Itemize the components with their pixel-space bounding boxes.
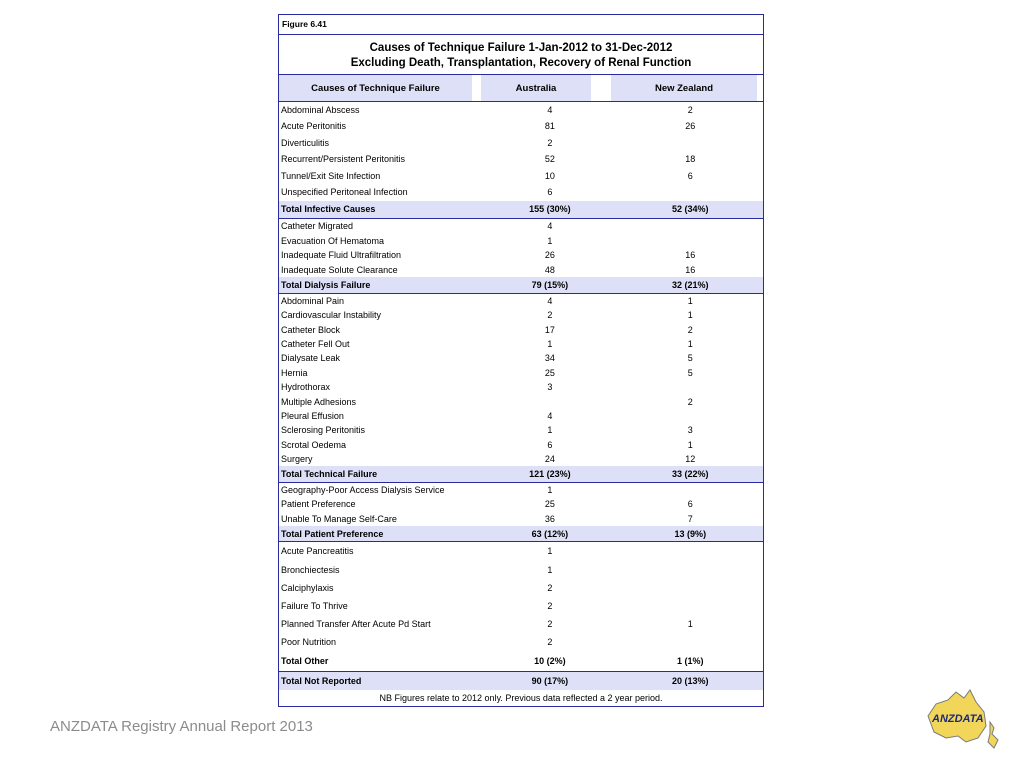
cause-cell: Failure To Thrive: [281, 600, 348, 611]
new-zealand-cell: 6: [687, 170, 693, 181]
cause-cell: Diverticulitis: [281, 137, 330, 148]
australia-cell: 1: [547, 484, 553, 495]
new-zealand-cell: 1: [687, 619, 693, 630]
new-zealand-total: 1 (1%): [677, 655, 704, 666]
table-row: [279, 597, 763, 615]
table-row: [279, 308, 763, 322]
new-zealand-cell: 2: [687, 396, 693, 407]
title-line-2: Excluding Death, Transplantation, Recovery of Renal Function: [350, 56, 692, 69]
australia-total: 155 (30%): [529, 204, 571, 215]
australia-cell: 17: [544, 324, 555, 335]
table-section: [279, 672, 763, 690]
table-section: [279, 542, 763, 671]
header-new-zealand: New Zealand: [611, 75, 757, 100]
australia-cell: 25: [544, 499, 555, 510]
australia-cell: 52: [544, 154, 555, 165]
australia-cell: 24: [544, 454, 555, 465]
table-section: [279, 483, 763, 543]
australia-total: 121 (23%): [529, 468, 571, 479]
table-row: [279, 438, 763, 452]
table-row: [279, 263, 763, 278]
australia-cell: 4: [547, 221, 553, 232]
australia-cell: 36: [544, 513, 555, 524]
new-zealand-shape: [988, 722, 998, 748]
australia-cell: 81: [544, 121, 555, 132]
cause-cell: Poor Nutrition: [281, 637, 337, 648]
table-row: [279, 511, 763, 525]
cause-cell: Inadequate Solute Clearance: [281, 264, 398, 275]
table-row: [279, 633, 763, 651]
new-zealand-cell: 16: [685, 250, 696, 261]
australia-cell: 6: [547, 187, 553, 198]
table-row: [279, 135, 763, 152]
cause-cell: Unable To Manage Self-Care: [281, 513, 397, 524]
cause-cell: Dialysate Leak: [281, 353, 341, 364]
total-label: Total Dialysis Failure: [281, 279, 371, 290]
table-row: [279, 497, 763, 511]
australia-cell: 10: [544, 170, 555, 181]
table-row: [279, 579, 763, 597]
table-row: [279, 423, 763, 437]
australia-cell: 4: [547, 410, 553, 421]
table-row: [279, 542, 763, 560]
australia-total: 79 (15%): [531, 279, 569, 290]
total-label: Total Other: [281, 655, 329, 666]
table-row: [279, 234, 763, 249]
cause-cell: Catheter Migrated: [281, 221, 354, 232]
table-row: [279, 102, 763, 119]
figure-table: [278, 14, 764, 707]
table-row: [279, 380, 763, 394]
table-row: [279, 151, 763, 168]
total-row: [279, 466, 763, 481]
new-zealand-cell: 1: [687, 295, 693, 306]
new-zealand-cell: 1: [687, 338, 693, 349]
australia-cell: 34: [544, 353, 555, 364]
australia-cell: 3: [547, 382, 553, 393]
cause-cell: Multiple Adhesions: [281, 396, 357, 407]
new-zealand-cell: 16: [685, 264, 696, 275]
new-zealand-cell: 1: [687, 439, 693, 450]
australia-cell: 48: [544, 264, 555, 275]
table-section: [279, 219, 763, 294]
new-zealand-cell: 18: [685, 154, 696, 165]
total-row: [279, 201, 763, 219]
table-row: [279, 337, 763, 351]
new-zealand-cell: 12: [685, 454, 696, 465]
new-zealand-cell: 7: [687, 513, 693, 524]
table-row: [279, 322, 763, 336]
new-zealand-total: 13 (9%): [674, 528, 707, 539]
australia-cell: 26: [544, 250, 555, 261]
total-label: Total Technical Failure: [281, 468, 378, 479]
table-row: [279, 118, 763, 135]
cause-cell: Bronchiectesis: [281, 564, 340, 575]
table-body: [279, 102, 763, 690]
title-line-1: Causes of Technique Failure 1-Jan-2012 to 31-Dec-2012: [369, 41, 673, 54]
total-label: Total Patient Preference: [281, 528, 384, 539]
cause-cell: Hernia: [281, 367, 308, 378]
cause-cell: Calciphylaxis: [281, 582, 334, 593]
australia-cell: 6: [547, 439, 553, 450]
cause-cell: Abdominal Pain: [281, 295, 345, 306]
new-zealand-cell: 3: [687, 425, 693, 436]
new-zealand-cell: 2: [687, 324, 693, 335]
cause-cell: Pleural Effusion: [281, 410, 344, 421]
figure-label: Figure 6.41: [279, 15, 763, 35]
cause-cell: Tunnel/Exit Site Infection: [281, 170, 381, 181]
australia-cell: 2: [547, 637, 553, 648]
table-row: [279, 351, 763, 365]
australia-total: 10 (2%): [534, 655, 566, 666]
australia-cell: 1: [547, 235, 553, 246]
table-section: [279, 102, 763, 220]
table-row: [279, 168, 763, 185]
cause-cell: Surgery: [281, 454, 313, 465]
cause-cell: Cardiovascular Instability: [281, 310, 382, 321]
australia-total: 63 (12%): [531, 528, 569, 539]
cause-cell: Sclerosing Peritonitis: [281, 425, 366, 436]
australia-cell: 1: [547, 546, 553, 557]
australia-cell: 2: [547, 600, 553, 611]
australia-cell: 2: [547, 582, 553, 593]
table-row: [279, 366, 763, 380]
new-zealand-total: 20 (13%): [672, 675, 709, 686]
australia-cell: 1: [547, 564, 553, 575]
table-row: [279, 219, 763, 234]
total-label: Total Not Reported: [281, 675, 362, 686]
total-row: [279, 651, 763, 670]
header-cause: Causes of Technique Failure: [279, 75, 472, 100]
new-zealand-total: 32 (21%): [672, 279, 709, 290]
cause-cell: Acute Pancreatitis: [281, 546, 354, 557]
new-zealand-total: 33 (22%): [672, 468, 709, 479]
cause-cell: Abdominal Abscess: [281, 104, 360, 115]
australia-cell: 2: [547, 619, 553, 630]
total-row: [279, 526, 763, 541]
total-label: Total Infective Causes: [281, 204, 376, 215]
table-row: [279, 483, 763, 497]
anzdata-logo: [918, 682, 1004, 754]
cause-cell: Planned Transfer After Acute Pd Start: [281, 619, 431, 630]
cause-cell: Recurrent/Persistent Peritonitis: [281, 154, 406, 165]
australia-cell: 4: [547, 295, 553, 306]
table-row: [279, 615, 763, 633]
table-row: [279, 452, 763, 466]
total-row: [279, 672, 763, 690]
table-row: [279, 248, 763, 263]
footer-text: ANZDATA Registry Annual Report 2013: [50, 718, 313, 735]
cause-cell: Acute Peritonitis: [281, 121, 347, 132]
cause-cell: Geography-Poor Access Dialysis Service: [281, 484, 445, 495]
table-section: [279, 294, 763, 483]
cause-cell: Scrotal Oedema: [281, 439, 347, 450]
australia-cell: 1: [547, 425, 553, 436]
australia-cell: 2: [547, 137, 553, 148]
header-australia: Australia: [481, 75, 591, 100]
table-header: [279, 75, 763, 101]
new-zealand-cell: 5: [687, 367, 693, 378]
cause-cell: Unspecified Peritoneal Infection: [281, 187, 408, 198]
new-zealand-cell: 1: [687, 310, 693, 321]
new-zealand-cell: 26: [685, 121, 696, 132]
table-note: NB Figures relate to 2012 only. Previous data reflected a 2 year period.: [379, 692, 663, 703]
cause-cell: Catheter Fell Out: [281, 338, 350, 349]
table-row: [279, 560, 763, 578]
total-row: [279, 277, 763, 293]
new-zealand-cell: 2: [687, 104, 693, 115]
table-row: [279, 294, 763, 308]
new-zealand-total: 52 (34%): [672, 204, 709, 215]
logo-text: ANZDATA: [932, 713, 984, 725]
australia-cell: 25: [544, 367, 555, 378]
cause-cell: Catheter Block: [281, 324, 341, 335]
table-row: [279, 184, 763, 201]
cause-cell: Evacuation Of Hematoma: [281, 235, 385, 246]
cause-cell: Patient Preference: [281, 499, 356, 510]
new-zealand-cell: 6: [687, 499, 693, 510]
cause-cell: Inadequate Fluid Ultrafiltration: [281, 250, 402, 261]
table-row: [279, 394, 763, 408]
table-row: [279, 409, 763, 423]
australia-cell: 4: [547, 104, 553, 115]
new-zealand-cell: 5: [687, 353, 693, 364]
table-title: [279, 35, 763, 76]
australia-total: 90 (17%): [531, 675, 569, 686]
australia-cell: 2: [547, 310, 553, 321]
cause-cell: Hydrothorax: [281, 382, 331, 393]
australia-cell: 1: [547, 338, 553, 349]
